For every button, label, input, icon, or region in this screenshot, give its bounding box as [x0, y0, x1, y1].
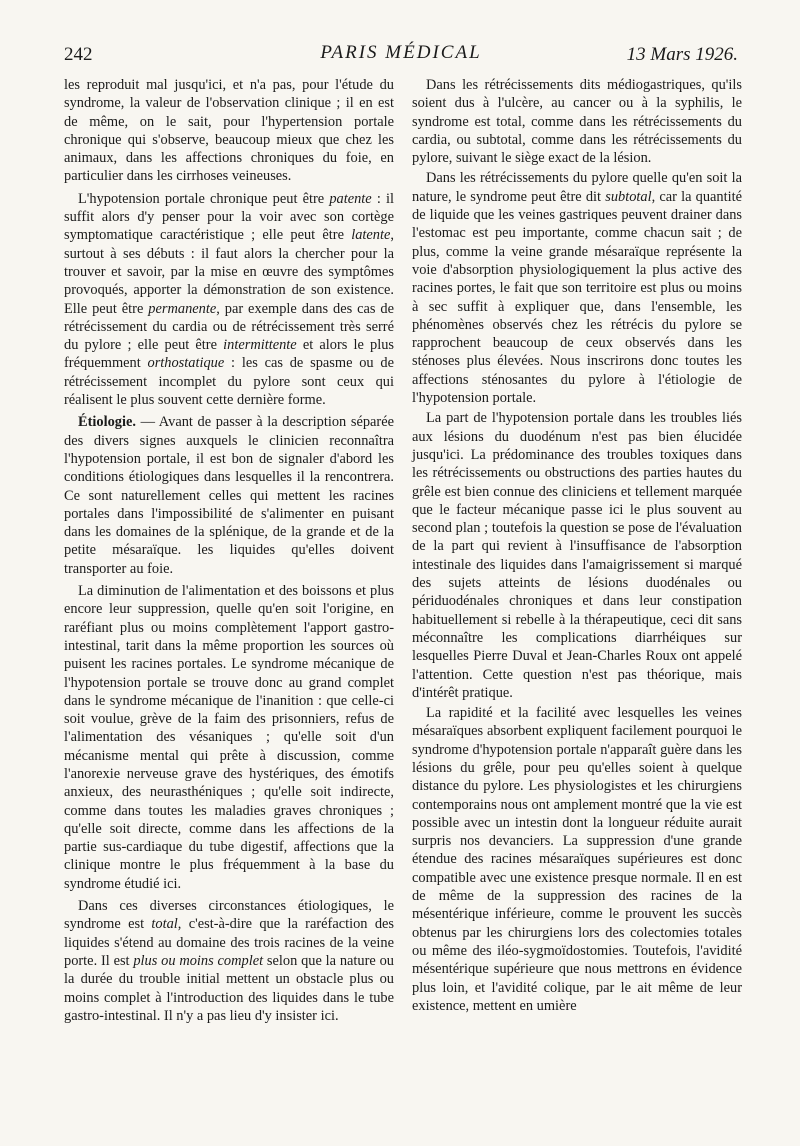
- paragraph: Dans les rétrécissements dits médiogastriques, qu'ils soient dus à l'ulcère, au cancer ou à la syphilis, le syndrome est total, comme dans les rétrécissements du cardia, ou subtotal, comme dans les rétrécissements du pylore, suivant le siège exact de la lésion.: [412, 77, 742, 167]
- running-header: [64, 40, 738, 70]
- paragraph: les reproduit mal jusqu'ici, et n'a pas, pour l'étude du syndrome, la valeur de l'observation clinique ; il en est de même, on le sait, pour l'hypertension portale chronique qui s'observe, beaucoup mieux que chez les animaux, dans les affections chroniques du foie, en particulier dans les cirrhoses veineuses.: [64, 77, 394, 185]
- page-number: 242: [64, 44, 93, 65]
- journal-title: PARIS MÉDICAL: [320, 42, 482, 63]
- section-heading: Étiologie.: [78, 414, 136, 431]
- left-column: [64, 76, 394, 1027]
- paragraph: L'hypotension portale chronique peut être patente : il suffit alors d'y penser pour la voir avec son cortège symptomatique caractéristique ; elle peut être latente, surtout à ses débuts : il faut alors la chercher pour la trouver et savoir, par la mise en œuvre des symptômes provoqués, apporter la démonstration de son existence. Elle peut être permanente, par exemple dans des cas de rétrécissement du cardia ou de rétrécissement très serré du pylore ; elle peut être intermittente et alors le plus fréquemment orthostatique : les cas de spasme ou de rétrécissement incomplet du pylore sont ceux qui réalisent le plus souvent cette dernière forme.: [64, 190, 395, 409]
- right-column: [412, 76, 742, 1017]
- issue-date: 13 Mars 1926.: [626, 44, 738, 65]
- paragraph: La rapidité et la facilité avec lesquelles les veines mésaraïques absorbent expliquent facilement pourquoi le syndrome d'hypotension portale n'apparaît guère dans les lésions du grêle, pour peu qu'elles soient à quelque distance du pylore. Les physiologistes et les chirurgiens contemporains nous ont amplement montré que la vie est possible avec un intestin dont la longueur réduite aurait surpris nos devanciers. La suppression d'une grande étendue des racines mésaraïques supérieures est donc compatible avec une existence presque normale. Il en est de même de la suppression des racines de la mésentérique inférieure, comme le prouvent les succès obtenus par les chirurgiens lors des colectomies totales ou même des iléo-sygmoïdostomies. Toutefois, l'avidité mésentérique supérieure que nous mettrons en évidence plus loin, et l'avidité colique, par le ait même de leur existence, mettent en umière: [412, 705, 742, 1014]
- paragraph: Dans ces diverses circonstances étiologiques, le syndrome est total, c'est-à-dire que la raréfaction des liquides s'étend au domaine des trois racines de la veine porte. Il est plus ou moins complet selon que la nature ou la durée du trouble initial mettent un obstacle plus ou moins complet à l'introduction des liquides dans le tube gastro-intestinal. Il n'y a pas lieu d'y insister ici.: [64, 898, 395, 1024]
- paragraph: Dans les rétrécissements du pylore quelle qu'en soit la nature, le syndrome peut être dit subtotal, car la quantité de liquide que les veines gastriques peuvent drainer dans l'estomac est peu importante, comme chacun sait ; de plus, comme la veine grande mésaraïque représente la voie d'absorption physiologiquement la plus active des racines portes, le fait que son territoire est plus ou moins à sec suffit à expliquer que, dans l'ensemble, les phénomènes observés chez les rétrécis du pylore se rapprochent beaucoup de ceux observés dans les sténoses plus élevées. Nous inscrirons donc toutes les affections sténosantes du pylore à l'étiologie de l'hypotension portale.: [412, 170, 743, 407]
- paragraph: La diminution de l'alimentation et des boissons et plus encore leur suppression, quelle qu'en soit l'origine, en raréfiant plus ou moins complètement l'apport gastro-intestinal, tarit dans la même proportion les sources où puisent les racines portales. Le syndrome mécanique de l'hypotension portale se trouve donc au grand complet dans le syndrome mécanique de l'inanition : que celle-ci soit voulue, grève de la faim des prisonniers, refus de l'alimentation des vésaniques ; qu'elle soit d'un mécanisme mental qui prête à discussion, comme l'anorexie nerveuse grave des hystériques, des émotifs anxieux, des neurasthéniques ; qu'elle soit indirecte, comme dans toutes les maladies graves chroniques ; qu'elle soit directe, comme dans les affections de la partie sus-cardiaque du tube digestif, affections que la clinique montre le plus fréquemment à la base du syndrome étudié ici.: [64, 583, 394, 892]
- paragraph: La part de l'hypotension portale dans les troubles liés aux lésions du duodénum n'est pas bien élucidée jusqu'ici. La prédominance des troubles toxiques dans les rétrécissements ou obstructions des parties hautes du grêle est bien connue des cliniciens et tellement marquée que le facteur mécanique passe ici le plus souvent au second plan ; toutefois la question se pose de l'évaluation de la part qui revient à l'insuffisance de l'absorption intestinale des liquides dans l'amaigrissement si marqué des sujets atteints de lésions duodénales ou périduodénales chroniques et dans leur constipation habituellement si rebelle à la thérapeutique, ceci dit sans méconnaître les complications diarrhéiques sur lesquelles Pierre Duval et Jean-Charles Roux ont appelé l'attention. Cette question n'est pas théorique, mais d'intérêt pratique.: [412, 410, 742, 701]
- paragraph: Étiologie. — Avant de passer à la description séparée des divers signes auxquels le clinicien reconnaîtra l'hypotension portale, il est bon de signaler d'abord les conditions étiologiques dans lesquelles il la rencontrera. Ce sont naturellement celles qui mettent les racines portales dans l'impossibilité de s'alimenter en puisant dans les domaines de la splénique, de la grande et de la petite mésaraïque. les liquides qu'elles doivent transporter au foie.: [64, 414, 394, 577]
